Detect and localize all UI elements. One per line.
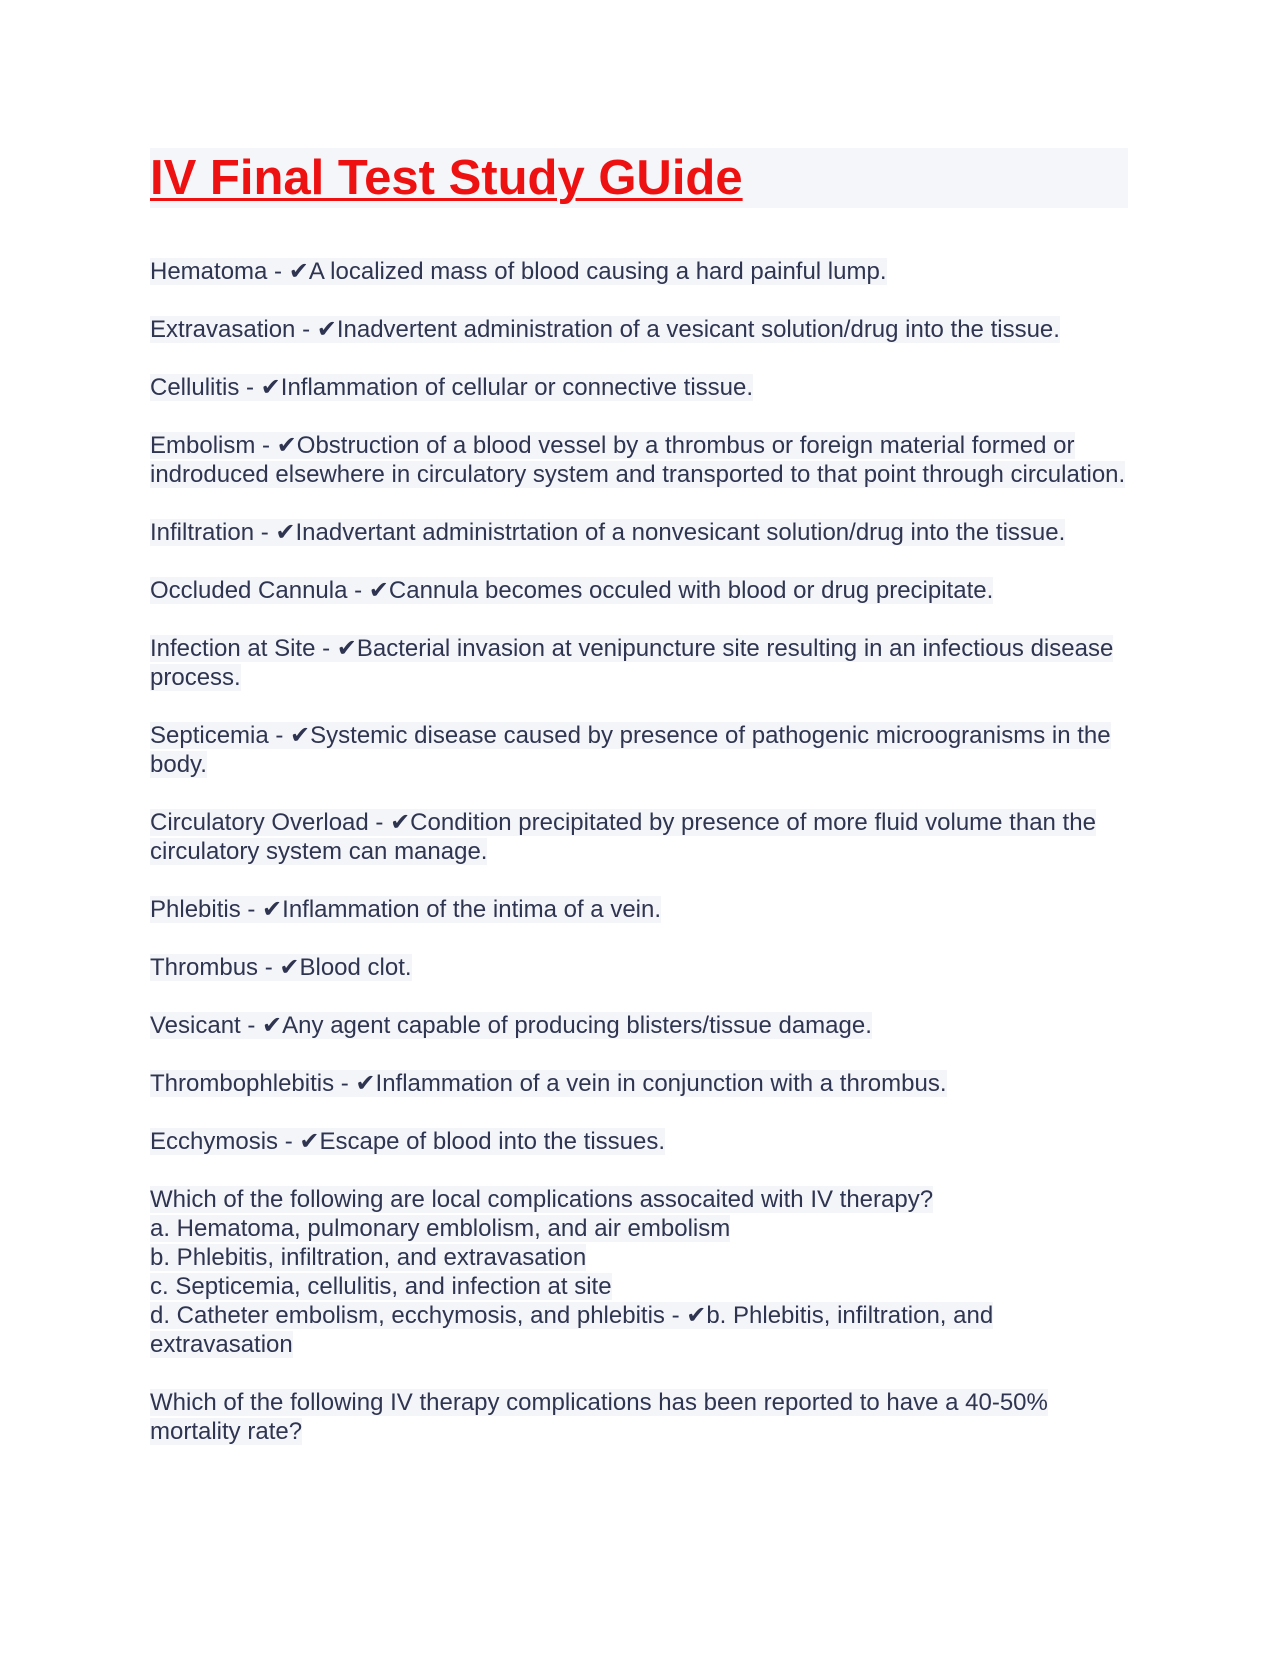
term-entry — [150, 315, 1128, 344]
question-stem: Which of the following IV therapy complications has been reported to have a 40-50% mortality rate? — [150, 1389, 1048, 1445]
term-text: Ecchymosis - ✔Escape of blood into the tissues. — [150, 1128, 666, 1155]
term-text: Occluded Cannula - ✔Cannula becomes occuled with blood or drug precipitate. — [150, 577, 994, 604]
term-entry — [150, 721, 1128, 779]
term-text: Vesicant - ✔Any agent capable of producing blisters/tissue damage. — [150, 1012, 872, 1039]
term-text: Phlebitis - ✔Inflammation of the intima of a vein. — [150, 896, 662, 923]
term-entry — [150, 1127, 1128, 1156]
title-band — [150, 148, 1128, 208]
term-entry — [150, 953, 1128, 982]
answer-option-b: b. Phlebitis, infiltration, and extravasation — [150, 1244, 587, 1271]
question-line — [150, 1272, 1128, 1301]
question-block — [150, 1388, 1128, 1446]
term-entry — [150, 373, 1128, 402]
term-entry — [150, 808, 1128, 866]
term-entry — [150, 576, 1128, 605]
term-entry — [150, 634, 1128, 692]
question-block — [150, 1185, 1128, 1359]
question-line — [150, 1185, 1128, 1214]
answer-option-c: c. Septicemia, cellulitis, and infection at site — [150, 1273, 612, 1300]
term-text: Cellulitis - ✔Inflammation of cellular or connective tissue. — [150, 374, 754, 401]
question-line — [150, 1214, 1128, 1243]
term-text: Circulatory Overload - ✔Condition precipitated by presence of more fluid volume than the circulatory system can manage. — [150, 809, 1096, 865]
question-line — [150, 1243, 1128, 1272]
term-entry — [150, 257, 1128, 286]
document-title: IV Final Test Study GUide — [150, 151, 743, 205]
term-text: Infiltration - ✔Inadvertant administrtation of a nonvesicant solution/drug into the tissue. — [150, 519, 1066, 546]
term-text: Thrombophlebitis - ✔Inflammation of a vein in conjunction with a thrombus. — [150, 1070, 947, 1097]
question-line — [150, 1301, 1128, 1359]
term-entry — [150, 1069, 1128, 1098]
term-text: Hematoma - ✔A localized mass of blood causing a hard painful lump. — [150, 258, 887, 285]
term-text: Thrombus - ✔Blood clot. — [150, 954, 412, 981]
term-text: Septicemia - ✔Systemic disease caused by presence of pathogenic microogranisms in the body. — [150, 722, 1111, 778]
term-entry — [150, 518, 1128, 547]
term-entry — [150, 1011, 1128, 1040]
term-text: Embolism - ✔Obstruction of a blood vessel by a thrombus or foreign material formed or indroduced elsewhere in circulatory system and transported to that point through circulation. — [150, 432, 1126, 488]
term-entry — [150, 895, 1128, 924]
answer-option-a: a. Hematoma, pulmonary emblolism, and air embolism — [150, 1215, 731, 1242]
answer-option-d: d. Catheter embolism, ecchymosis, and phlebitis - ✔b. Phlebitis, infiltration, and extravasation — [150, 1302, 994, 1358]
document-page — [150, 148, 1128, 1475]
term-text: Extravasation - ✔Inadvertent administration of a vesicant solution/drug into the tissue. — [150, 316, 1060, 343]
term-entry — [150, 431, 1128, 489]
term-text: Infection at Site - ✔Bacterial invasion at venipuncture site resulting in an infectious disease process. — [150, 635, 1114, 691]
question-stem: Which of the following are local complications assocaited with IV therapy? — [150, 1186, 934, 1213]
